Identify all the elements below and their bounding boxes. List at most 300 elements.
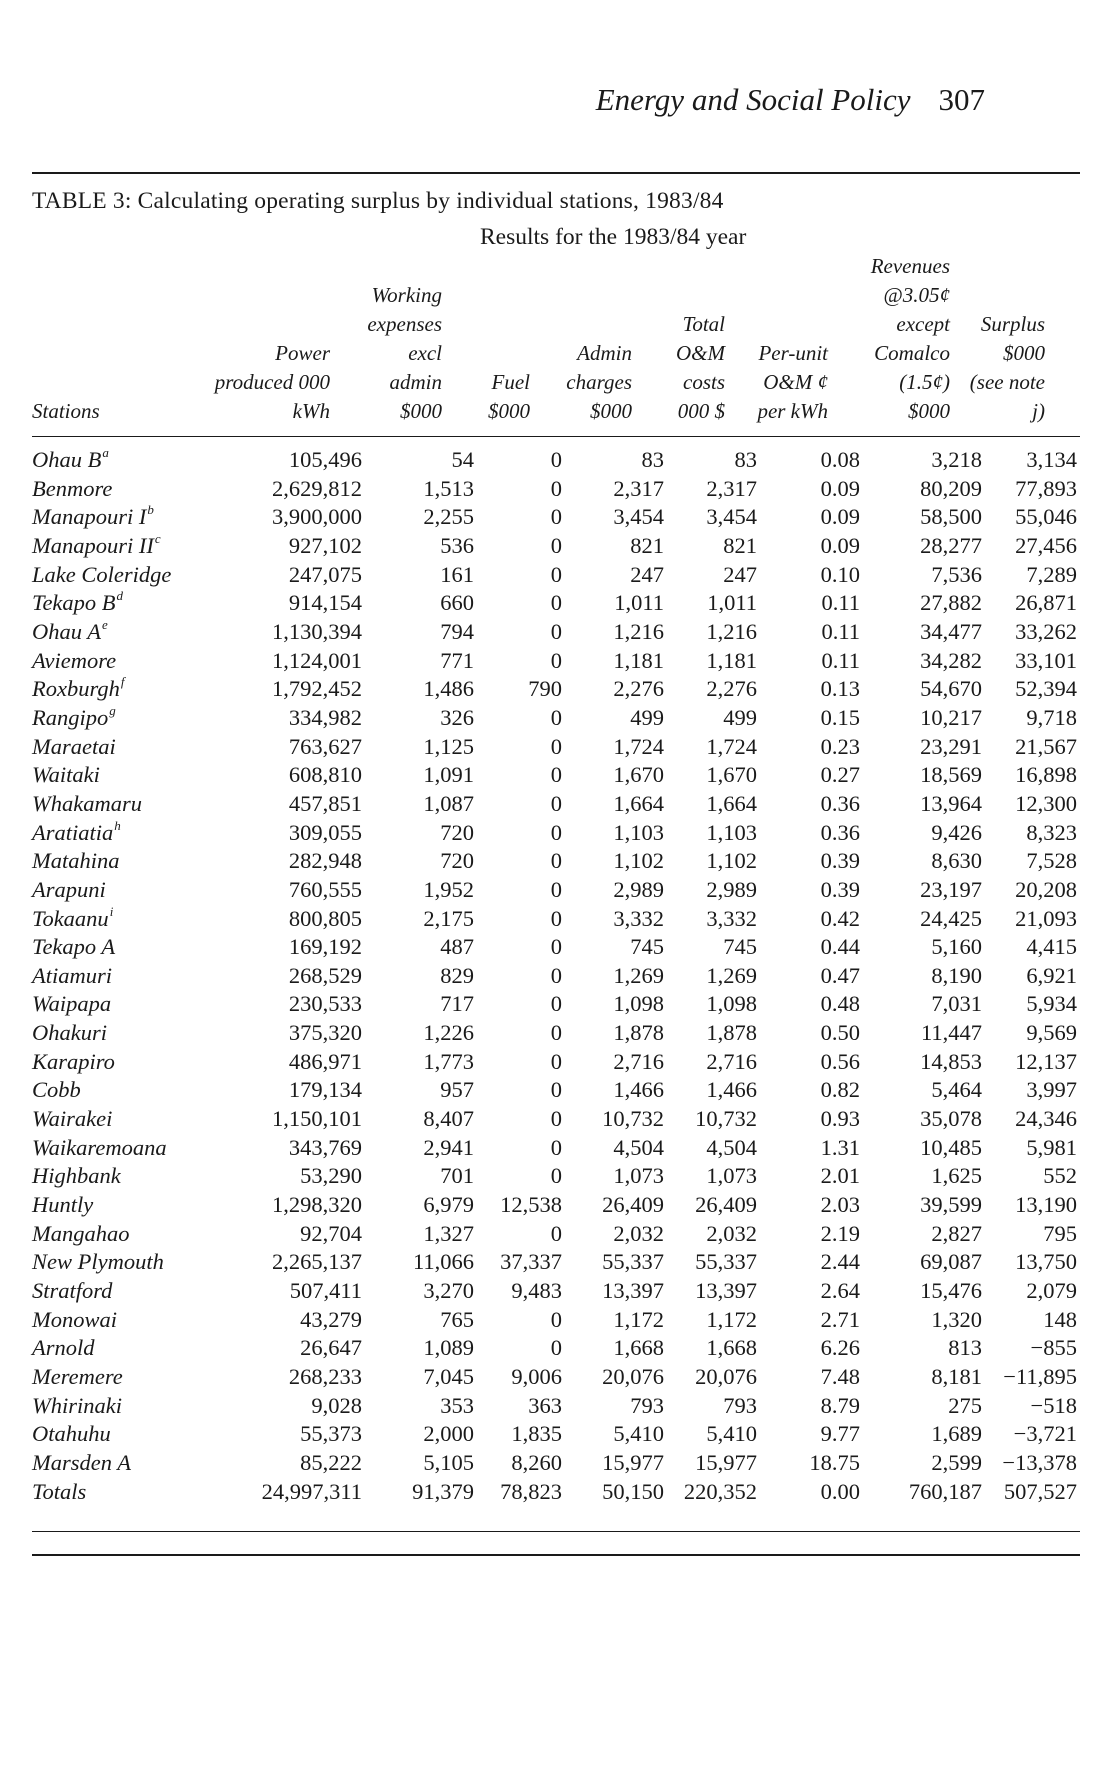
power-cell: 334,982	[288, 704, 362, 730]
working-expenses-cell: 2,000	[423, 1421, 474, 1447]
station-cell	[32, 1277, 212, 1306]
admin-charges-cell: 1,668	[613, 1335, 664, 1361]
station-name: Monowai	[32, 1306, 118, 1332]
header-line: 000 $	[677, 399, 725, 423]
header-line: Per-unit	[758, 341, 828, 365]
working-expenses-cell: 161	[440, 561, 474, 587]
revenues-cell: 18,569	[920, 762, 982, 788]
header-line: (see note	[969, 370, 1045, 394]
station-cell	[32, 475, 212, 504]
header-stations	[32, 397, 100, 426]
table-row	[32, 1306, 1077, 1335]
station-cell	[32, 1134, 212, 1163]
admin-charges-cell: 1,098	[613, 991, 664, 1017]
fuel-cell: 0	[550, 1106, 562, 1132]
station-cell	[32, 962, 212, 991]
admin-charges-cell: 4,504	[613, 1134, 664, 1160]
power-cell: 1,130,394	[272, 618, 362, 644]
admin-charges-cell: 20,076	[602, 1364, 664, 1389]
station-cell	[32, 532, 212, 561]
fuel-cell: 0	[550, 1220, 562, 1246]
surplus-cell: 13,750	[1015, 1249, 1077, 1275]
working-expenses-cell: 1,226	[423, 1020, 474, 1046]
table-row	[32, 1162, 1077, 1191]
table-row	[32, 1449, 1077, 1478]
working-expenses-cell: 1,087	[423, 790, 474, 816]
fuel-cell: 0	[550, 934, 562, 960]
surplus-cell: 52,394	[1015, 676, 1077, 702]
table-row	[32, 1191, 1077, 1220]
admin-charges-cell: 1,181	[613, 647, 664, 673]
station-name: Arapuni	[32, 876, 106, 902]
revenues-cell: 813	[948, 1335, 982, 1361]
power-cell: 309,055	[288, 819, 362, 845]
surplus-cell: 2,079	[1026, 1278, 1077, 1304]
station-cell	[32, 1306, 212, 1335]
total-om-cell: 1,073	[706, 1163, 757, 1189]
admin-charges-cell: 1,011	[614, 590, 664, 616]
per-unit-cell: 6.26	[820, 1335, 860, 1361]
per-unit-cell: 1.31	[820, 1134, 860, 1160]
admin-charges-cell: 1,102	[613, 848, 664, 874]
working-expenses-cell: 1,327	[423, 1220, 474, 1246]
revenues-cell: 9,426	[931, 819, 982, 845]
admin-charges-cell: 821	[630, 532, 664, 558]
table-row	[32, 1076, 1077, 1105]
surplus-cell: 507,527	[1003, 1478, 1077, 1504]
admin-charges-cell: 1,724	[613, 733, 664, 759]
fuel-cell: 0	[550, 762, 562, 788]
admin-charges-cell: 745	[630, 934, 664, 960]
revenues-cell: 24,425	[920, 905, 982, 931]
power-cell: 169,192	[288, 934, 362, 960]
total-om-cell: 26,409	[695, 1192, 757, 1218]
station-name: Tokaanu	[32, 905, 109, 931]
power-cell: 608,810	[288, 762, 362, 788]
table-row	[32, 1277, 1077, 1306]
header-power	[180, 339, 330, 426]
fuel-cell: 0	[550, 1134, 562, 1160]
working-expenses-cell: 794	[440, 618, 474, 644]
table-row	[32, 1420, 1077, 1449]
working-expenses-cell: 1,089	[423, 1335, 474, 1361]
per-unit-cell: 0.56	[820, 1048, 860, 1074]
table-row	[32, 1019, 1077, 1048]
power-cell: 2,629,812	[272, 475, 362, 501]
running-head	[0, 82, 985, 118]
table-row	[32, 876, 1077, 905]
station-cell	[32, 1191, 212, 1220]
header-line: kWh	[292, 399, 330, 423]
station-name: Maraetai	[32, 733, 116, 759]
per-unit-cell: 2.71	[820, 1306, 860, 1332]
surplus-cell: −13,378	[1002, 1449, 1077, 1475]
table-row	[32, 761, 1077, 790]
total-om-cell: 1,664	[706, 790, 757, 816]
total-om-cell: 1,103	[706, 819, 757, 845]
admin-charges-cell: 2,317	[613, 475, 664, 501]
power-cell: 230,533	[288, 991, 362, 1017]
power-cell: 763,627	[288, 733, 362, 759]
revenues-cell: 11,447	[920, 1020, 982, 1046]
surplus-cell: 6,921	[1026, 962, 1077, 988]
station-cell	[32, 847, 212, 876]
station-cell	[32, 1220, 212, 1249]
total-om-cell: 1,668	[706, 1335, 757, 1361]
header-line: O&M	[676, 341, 725, 365]
per-unit-cell: 0.27	[820, 762, 860, 788]
table-row	[32, 1220, 1077, 1249]
station-name: Highbank	[32, 1163, 121, 1189]
total-om-cell: 220,352	[683, 1478, 757, 1504]
header-line: Total	[682, 312, 725, 336]
fuel-cell: 0	[550, 647, 562, 673]
working-expenses-cell: 765	[440, 1306, 474, 1332]
revenues-cell: 28,277	[920, 532, 982, 558]
surplus-cell: 9,718	[1026, 704, 1077, 730]
power-cell: 9,028	[311, 1392, 362, 1418]
revenues-cell: 69,087	[920, 1249, 982, 1275]
revenues-cell: 7,536	[931, 561, 982, 587]
station-name: Waikaremoana	[32, 1134, 167, 1160]
revenues-cell: 275	[948, 1392, 982, 1418]
table-body	[32, 446, 1077, 1506]
revenues-cell: 7,031	[931, 991, 982, 1017]
revenues-cell: 13,964	[920, 790, 982, 816]
surplus-cell: 3,997	[1026, 1077, 1077, 1103]
station-name: Atiamuri	[32, 962, 113, 988]
working-expenses-cell: 326	[440, 704, 474, 730]
revenues-cell: 3,218	[931, 447, 982, 472]
per-unit-cell: 0.11	[821, 647, 860, 673]
fuel-cell: 0	[550, 905, 562, 931]
surplus-cell: 7,289	[1026, 561, 1077, 587]
station-cell	[32, 704, 212, 733]
per-unit-cell: 0.00	[820, 1478, 860, 1504]
table-row	[32, 475, 1077, 504]
total-om-cell: 2,276	[706, 676, 757, 702]
per-unit-cell: 0.10	[820, 561, 860, 587]
admin-charges-cell: 1,269	[613, 962, 664, 988]
total-om-cell: 5,410	[706, 1421, 757, 1447]
footnote-marker: c	[154, 530, 161, 546]
table-row	[32, 1334, 1077, 1363]
station-name: New Plymouth	[32, 1249, 164, 1275]
station-cell	[32, 1449, 212, 1478]
power-cell: 268,529	[288, 962, 362, 988]
station-name: Waitaki	[32, 762, 100, 788]
surplus-cell: −855	[1030, 1335, 1077, 1361]
station-cell	[32, 1363, 212, 1392]
header-line: $000	[488, 399, 530, 423]
working-expenses-cell: 54	[451, 447, 474, 472]
surplus-cell: 20,208	[1015, 876, 1077, 902]
working-expenses-cell: 660	[440, 590, 474, 616]
total-om-cell: 1,216	[706, 618, 757, 644]
admin-charges-cell: 83	[641, 447, 664, 472]
total-om-cell: 2,317	[706, 475, 757, 501]
working-expenses-cell: 7,045	[423, 1364, 474, 1389]
per-unit-cell: 7.48	[820, 1364, 860, 1389]
surplus-cell: 795	[1043, 1220, 1077, 1246]
station-cell	[32, 1076, 212, 1105]
station-name: Stratford	[32, 1278, 113, 1304]
station-name: Benmore	[32, 475, 113, 501]
table-subcaption: Results for the 1983/84 year	[480, 224, 747, 250]
admin-charges-cell: 1,670	[613, 762, 664, 788]
working-expenses-cell: 2,255	[423, 504, 474, 530]
power-cell: 1,298,320	[272, 1192, 362, 1218]
revenues-cell: 35,078	[920, 1106, 982, 1132]
header-surplus	[950, 310, 1045, 426]
header-line: j)	[1032, 399, 1045, 423]
station-cell	[32, 618, 212, 647]
header-line: (1.5¢)	[899, 370, 950, 394]
fuel-cell: 0	[550, 876, 562, 902]
total-om-cell: 1,011	[707, 590, 757, 616]
fuel-cell: 0	[550, 561, 562, 587]
table-caption: TABLE 3: Calculating operating surplus by individual stations, 1983/84	[32, 188, 724, 214]
power-cell: 1,150,101	[272, 1106, 362, 1132]
table-row	[32, 618, 1077, 647]
working-expenses-cell: 91,379	[412, 1478, 474, 1504]
power-cell: 3,900,000	[272, 504, 362, 530]
fuel-cell: 0	[550, 848, 562, 874]
station-name: Aratiatia	[32, 819, 114, 845]
station-name: Lake Coleridge	[32, 561, 172, 587]
header-revenues	[828, 252, 950, 426]
per-unit-cell: 0.36	[820, 790, 860, 816]
fuel-cell: 0	[550, 1048, 562, 1074]
surplus-cell: 33,101	[1015, 647, 1077, 673]
table-row	[32, 733, 1077, 762]
revenues-cell: 80,209	[920, 475, 982, 501]
working-expenses-cell: 1,513	[423, 475, 474, 501]
station-name: Manapouri I	[32, 504, 147, 530]
fuel-cell: 1,835	[511, 1421, 562, 1447]
station-cell	[32, 503, 212, 532]
table-row	[32, 704, 1077, 733]
working-expenses-cell: 717	[440, 991, 474, 1017]
admin-charges-cell: 1,878	[613, 1020, 664, 1046]
admin-charges-cell: 55,337	[602, 1249, 664, 1275]
table-row	[32, 847, 1077, 876]
table-row	[32, 790, 1077, 819]
header-line: Surplus	[980, 312, 1045, 336]
running-title: Energy and Social Policy	[595, 82, 911, 117]
station-name: Ohau B	[32, 447, 102, 472]
station-cell	[32, 561, 212, 590]
fuel-cell: 0	[550, 733, 562, 759]
footnote-marker: d	[116, 588, 124, 604]
working-expenses-cell: 720	[440, 848, 474, 874]
total-om-cell: 4,504	[706, 1134, 757, 1160]
fuel-cell: 790	[528, 676, 562, 702]
power-cell: 24,997,311	[261, 1478, 362, 1504]
header-line: Power	[275, 341, 330, 365]
station-name: Manapouri II	[32, 532, 154, 558]
header-line: admin	[389, 370, 442, 394]
surplus-cell: 24,346	[1015, 1106, 1077, 1132]
surplus-cell: 12,300	[1015, 790, 1077, 816]
header-line: Revenues	[870, 254, 950, 278]
fuel-cell: 37,337	[500, 1249, 562, 1275]
station-cell	[32, 1162, 212, 1191]
working-expenses-cell: 2,941	[423, 1134, 474, 1160]
fuel-cell: 0	[550, 962, 562, 988]
fuel-cell: 0	[550, 1020, 562, 1046]
station-cell	[32, 446, 212, 475]
header-line: except	[896, 312, 950, 336]
power-cell: 2,265,137	[272, 1249, 362, 1275]
header-line: Stations	[32, 399, 100, 423]
admin-charges-cell: 1,216	[613, 618, 664, 644]
surplus-cell: 16,898	[1015, 762, 1077, 788]
admin-charges-cell: 499	[630, 704, 664, 730]
fuel-cell: 9,006	[511, 1364, 562, 1389]
surplus-cell: 55,046	[1015, 504, 1077, 530]
station-cell	[32, 1334, 212, 1363]
total-om-cell: 1,172	[706, 1306, 757, 1332]
revenues-cell: 2,599	[931, 1449, 982, 1475]
fuel-cell: 0	[550, 1306, 562, 1332]
total-om-cell: 1,466	[706, 1077, 757, 1103]
admin-charges-cell: 793	[630, 1392, 664, 1418]
table-row	[32, 675, 1077, 704]
fuel-cell: 0	[550, 532, 562, 558]
fuel-cell: 0	[550, 447, 562, 472]
power-cell: 486,971	[288, 1048, 362, 1074]
table-row	[32, 905, 1077, 934]
station-cell	[32, 1105, 212, 1134]
admin-charges-cell: 2,276	[613, 676, 664, 702]
surplus-cell: 4,415	[1026, 934, 1077, 960]
admin-charges-cell: 1,466	[613, 1077, 664, 1103]
revenues-cell: 760,187	[908, 1478, 982, 1504]
per-unit-cell: 0.36	[820, 819, 860, 845]
admin-charges-cell: 3,332	[613, 905, 664, 931]
fuel-cell: 0	[550, 819, 562, 845]
total-om-cell: 1,724	[706, 733, 757, 759]
fuel-cell: 0	[550, 1163, 562, 1189]
table-row	[32, 933, 1077, 962]
power-cell: 927,102	[288, 532, 362, 558]
revenues-cell: 23,291	[920, 733, 982, 759]
fuel-cell: 0	[550, 1335, 562, 1361]
admin-charges-cell: 247	[630, 561, 664, 587]
revenues-cell: 10,217	[920, 704, 982, 730]
admin-charges-cell: 15,977	[602, 1449, 664, 1475]
power-cell: 55,373	[300, 1421, 362, 1447]
footnote-marker: i	[109, 903, 114, 919]
admin-charges-cell: 13,397	[602, 1278, 664, 1304]
surplus-cell: 21,567	[1015, 733, 1077, 759]
table-row	[32, 990, 1077, 1019]
total-om-cell: 20,076	[695, 1364, 757, 1389]
bottom-rule-1	[32, 1531, 1080, 1532]
power-cell: 247,075	[288, 561, 362, 587]
station-name: Totals	[32, 1478, 87, 1504]
surplus-cell: 552	[1043, 1163, 1077, 1189]
per-unit-cell: 0.09	[820, 532, 860, 558]
station-cell	[32, 790, 212, 819]
station-name: Meremere	[32, 1364, 123, 1389]
total-om-cell: 2,716	[706, 1048, 757, 1074]
station-cell	[32, 990, 212, 1019]
working-expenses-cell: 1,486	[423, 676, 474, 702]
per-unit-cell: 0.13	[820, 676, 860, 702]
total-om-cell: 1,098	[706, 991, 757, 1017]
power-cell: 92,704	[300, 1220, 362, 1246]
power-cell: 85,222	[300, 1449, 362, 1475]
revenues-cell: 39,599	[920, 1192, 982, 1218]
header-line: excl	[408, 341, 442, 365]
per-unit-cell: 0.82	[820, 1077, 860, 1103]
total-om-cell: 10,732	[695, 1106, 757, 1132]
admin-charges-cell: 2,032	[613, 1220, 664, 1246]
station-name: Ohau A	[32, 618, 101, 644]
surplus-cell: 8,323	[1026, 819, 1077, 845]
station-name: Huntly	[32, 1192, 94, 1218]
header-line: $000	[400, 399, 442, 423]
per-unit-cell: 8.79	[820, 1392, 860, 1418]
table-row	[32, 819, 1077, 848]
per-unit-cell: 0.93	[820, 1106, 860, 1132]
working-expenses-cell: 487	[440, 934, 474, 960]
total-om-cell: 2,989	[706, 876, 757, 902]
fuel-cell: 12,538	[500, 1192, 562, 1218]
header-line: O&M ¢	[763, 370, 828, 394]
total-om-cell: 2,032	[706, 1220, 757, 1246]
table-row	[32, 1134, 1077, 1163]
header-per-unit	[725, 339, 828, 426]
power-cell: 457,851	[288, 790, 362, 816]
working-expenses-cell: 5,105	[423, 1449, 474, 1475]
station-name: Matahina	[32, 848, 120, 874]
working-expenses-cell: 11,066	[412, 1249, 474, 1275]
revenues-cell: 5,464	[931, 1077, 982, 1103]
per-unit-cell: 2.01	[820, 1163, 860, 1189]
station-cell	[32, 1420, 212, 1449]
working-expenses-cell: 353	[440, 1392, 474, 1418]
working-expenses-cell: 720	[440, 819, 474, 845]
revenues-cell: 14,853	[920, 1048, 982, 1074]
power-cell: 26,647	[300, 1335, 362, 1361]
page-number: 307	[938, 82, 985, 117]
per-unit-cell: 0.42	[820, 905, 860, 931]
revenues-cell: 8,190	[931, 962, 982, 988]
per-unit-cell: 0.44	[820, 934, 860, 960]
total-om-cell: 15,977	[695, 1449, 757, 1475]
surplus-cell: 148	[1043, 1306, 1077, 1332]
working-expenses-cell: 3,270	[423, 1278, 474, 1304]
revenues-cell: 1,320	[931, 1306, 982, 1332]
station-cell	[32, 1048, 212, 1077]
header-total-om	[632, 310, 725, 426]
station-cell	[32, 733, 212, 762]
total-om-cell: 3,332	[706, 905, 757, 931]
station-name: Tekapo A	[32, 934, 116, 960]
station-cell	[32, 1478, 212, 1507]
table-row	[32, 561, 1077, 590]
fuel-cell: 78,823	[500, 1478, 562, 1504]
working-expenses-cell: 829	[440, 962, 474, 988]
working-expenses-cell: 957	[440, 1077, 474, 1103]
revenues-cell: 5,160	[931, 934, 982, 960]
revenues-cell: 34,477	[920, 618, 982, 644]
fuel-cell: 9,483	[511, 1278, 562, 1304]
header-rule	[32, 436, 1080, 437]
